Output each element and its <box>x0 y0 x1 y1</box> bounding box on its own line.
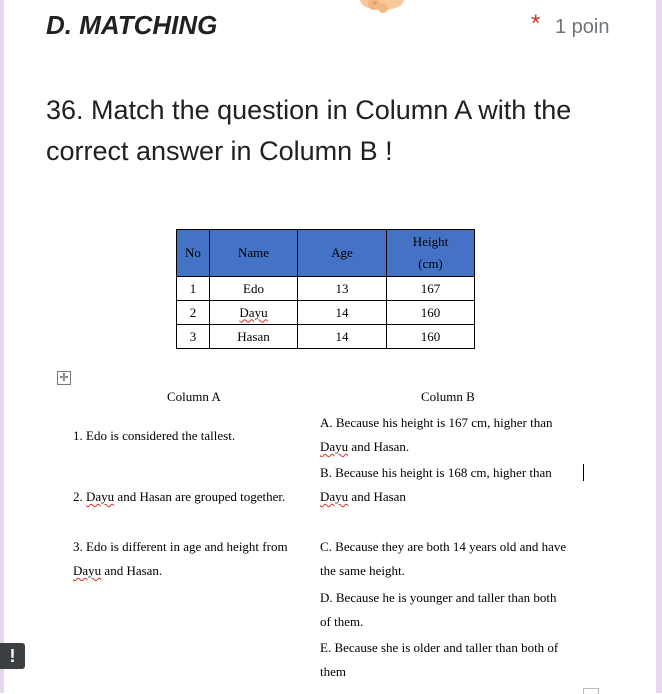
column-b-item <box>320 461 552 509</box>
data-table <box>176 229 475 349</box>
column-b-item <box>320 411 553 459</box>
required-asterisk: * <box>531 10 541 37</box>
column-b-text: and Hasan. <box>348 439 410 454</box>
column-a-label: Column A <box>167 389 221 404</box>
column-b-text: of them. <box>320 614 364 629</box>
column-a-text: 2. <box>73 489 86 504</box>
table-cell: 160 <box>387 325 475 349</box>
column-b-text: B. Because his height is 168 cm, higher than <box>320 465 552 480</box>
table-header-cell: Age <box>298 230 387 277</box>
column-b-text: E. Because she is older and taller than both of <box>320 640 559 655</box>
mascot-icon <box>356 0 408 20</box>
column-b-text: C. Because they are both 14 years old and have <box>320 539 567 554</box>
column-a-text: and Hasan. <box>101 563 163 578</box>
section-title: D. MATCHING <box>46 10 218 40</box>
table-cell: 167 <box>387 277 475 301</box>
table-cell: Edo <box>210 277 298 301</box>
column-a-item <box>73 485 285 509</box>
column-b-item <box>320 586 556 634</box>
table-cell: 160 <box>387 301 475 325</box>
column-b-text: A. Because his height is 167 cm, higher than <box>320 415 553 430</box>
table-row <box>177 277 475 301</box>
name-dayu: Dayu <box>86 489 115 504</box>
points-label: 1 poin <box>555 16 610 38</box>
table-cell: 2 <box>177 301 210 325</box>
name-dayu: Dayu <box>73 563 102 578</box>
name-dayu: Dayu <box>320 439 349 454</box>
column-b-item <box>320 535 566 583</box>
corner-box <box>583 688 599 694</box>
height-unit: (cm) <box>418 256 443 271</box>
table-cell: 13 <box>298 277 387 301</box>
table-header-cell <box>387 230 475 277</box>
alert-icon[interactable]: ! <box>0 643 25 669</box>
question-text: 36. Match the question in Column A with the correct answer in Column B ! <box>46 95 572 166</box>
move-handle-icon[interactable]: ✛ <box>57 371 71 385</box>
height-header: Height <box>412 234 449 249</box>
table-row <box>177 301 475 325</box>
table-cell: 1 <box>177 277 210 301</box>
column-a-item <box>73 535 288 583</box>
column-a-text: 3. Edo is different in age and height from <box>73 539 288 554</box>
table-cell <box>210 301 298 325</box>
table-cell: 3 <box>177 325 210 349</box>
column-b-text: the same height. <box>320 563 405 578</box>
column-a-item: 1. Edo is considered the tallest. <box>73 428 236 443</box>
table-header-row <box>177 230 475 277</box>
table-cell: Hasan <box>210 325 298 349</box>
name-dayu: Dayu <box>239 304 268 320</box>
right-edge <box>656 0 662 693</box>
table-row <box>177 325 475 349</box>
column-b-text: and Hasan <box>348 489 406 504</box>
column-b-text: them <box>320 664 346 679</box>
column-b-text: D. Because he is younger and taller than both <box>320 590 557 605</box>
column-b-item <box>320 636 558 684</box>
name-dayu: Dayu <box>320 489 349 504</box>
column-b-label: Column B <box>421 389 475 404</box>
left-edge <box>0 0 4 693</box>
table-header-cell: No <box>177 230 210 277</box>
text-cursor <box>583 464 584 481</box>
table-cell: 14 <box>298 325 387 349</box>
column-a-text: and Hasan are grouped together. <box>114 489 286 504</box>
table-cell: 14 <box>298 301 387 325</box>
table-header-cell: Name <box>210 230 298 277</box>
